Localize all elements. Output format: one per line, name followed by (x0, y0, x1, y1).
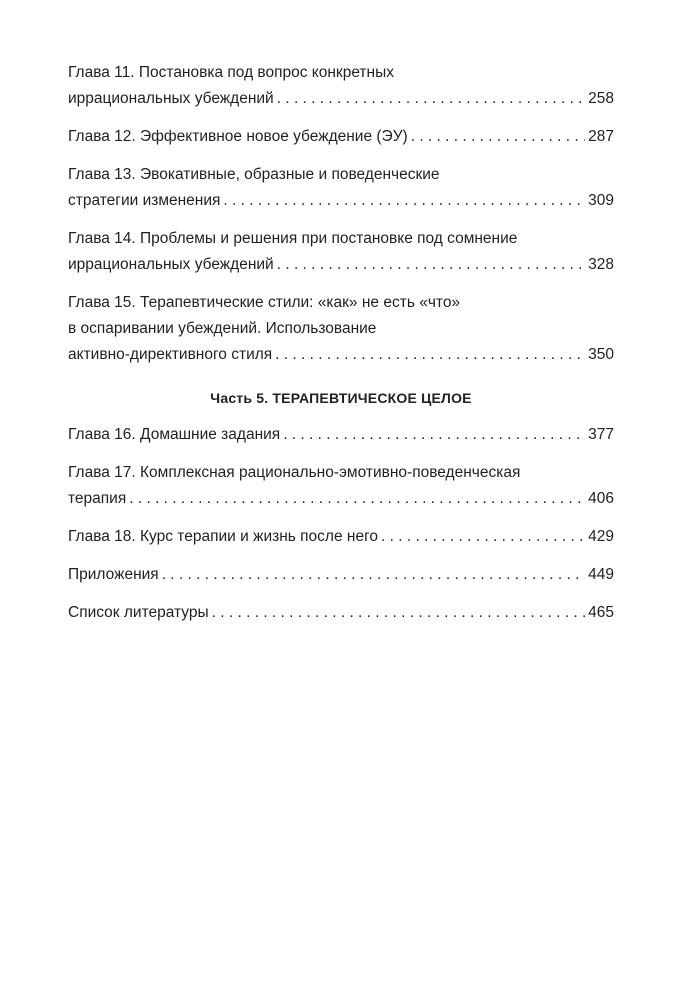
toc-page-number: 465 (588, 604, 614, 621)
toc-entry (68, 124, 614, 150)
toc-section-bottom (68, 422, 614, 626)
table-of-contents (68, 60, 614, 638)
toc-entry (68, 60, 614, 112)
toc-page-number: 309 (588, 192, 614, 209)
toc-entry-leader-line (68, 188, 614, 214)
toc-entry (68, 562, 614, 588)
toc-entry (68, 524, 614, 550)
leader-dots (212, 600, 585, 626)
toc-entry-title: Глава 12. Эффективное новое убеждение (ЭУ) (68, 128, 408, 145)
toc-entry-title: Приложения (68, 566, 159, 583)
toc-entry-leader-line (68, 422, 614, 448)
toc-entry-leader-line (68, 600, 614, 626)
leader-dots (411, 124, 585, 150)
toc-entry-leader-line (68, 562, 614, 588)
toc-page-number: 328 (588, 256, 614, 273)
leader-dots (223, 188, 585, 214)
toc-entry-line: Глава 14. Проблемы и решения при постановке под сомнение (68, 230, 518, 247)
toc-entry-title: терапия (68, 490, 127, 507)
toc-entry-leader-line (68, 86, 614, 112)
toc-entry (68, 422, 614, 448)
part-heading: Часть 5. ТЕРАПЕВТИЧЕСКОЕ ЦЕЛОЕ (210, 390, 472, 406)
toc-page-number: 429 (588, 528, 614, 545)
toc-entry-leader-line (68, 524, 614, 550)
toc-entry (68, 162, 614, 214)
toc-entry-title: иррациональных убеждений (68, 90, 274, 107)
leader-dots (381, 524, 585, 550)
toc-entry (68, 600, 614, 626)
leader-dots (275, 342, 585, 368)
toc-entry (68, 290, 614, 368)
toc-entry-line: Глава 11. Постановка под вопрос конкретных (68, 64, 394, 81)
toc-entry-title: активно-директивного стиля (68, 346, 273, 363)
toc-section-top (68, 60, 614, 368)
toc-page-number: 377 (588, 426, 614, 443)
leader-dots (277, 252, 585, 278)
toc-entry-line: Глава 13. Эвокативные, образные и поведенческие (68, 166, 440, 183)
toc-page-number: 287 (588, 128, 614, 145)
leader-dots (129, 486, 585, 512)
toc-page-number: 258 (588, 90, 614, 107)
toc-entry (68, 460, 614, 512)
toc-page-number: 350 (588, 346, 614, 363)
toc-entry-line: в оспаривании убеждений. Использование (68, 320, 377, 337)
toc-entry (68, 226, 614, 278)
toc-entry-leader-line (68, 342, 614, 368)
toc-entry-title: Глава 16. Домашние задания (68, 426, 281, 443)
toc-entry-title: иррациональных убеждений (68, 256, 274, 273)
toc-entry-leader-line (68, 486, 614, 512)
toc-page-number: 406 (588, 490, 614, 507)
leader-dots (283, 422, 585, 448)
toc-entry-line: Глава 15. Терапевтические стили: «как» не есть «что» (68, 294, 461, 311)
toc-page-number: 449 (588, 566, 614, 583)
toc-entry-title: Глава 18. Курс терапии и жизнь после него (68, 528, 378, 545)
toc-entry-line: Глава 17. Комплексная рационально-эмотивно-поведенческая (68, 464, 521, 481)
toc-entry-leader-line (68, 252, 614, 278)
leader-dots (277, 86, 585, 112)
toc-entry-title: Список литературы (68, 604, 209, 621)
leader-dots (162, 562, 585, 588)
toc-entry-title: стратегии изменения (68, 192, 221, 209)
toc-entry-leader-line (68, 124, 614, 150)
